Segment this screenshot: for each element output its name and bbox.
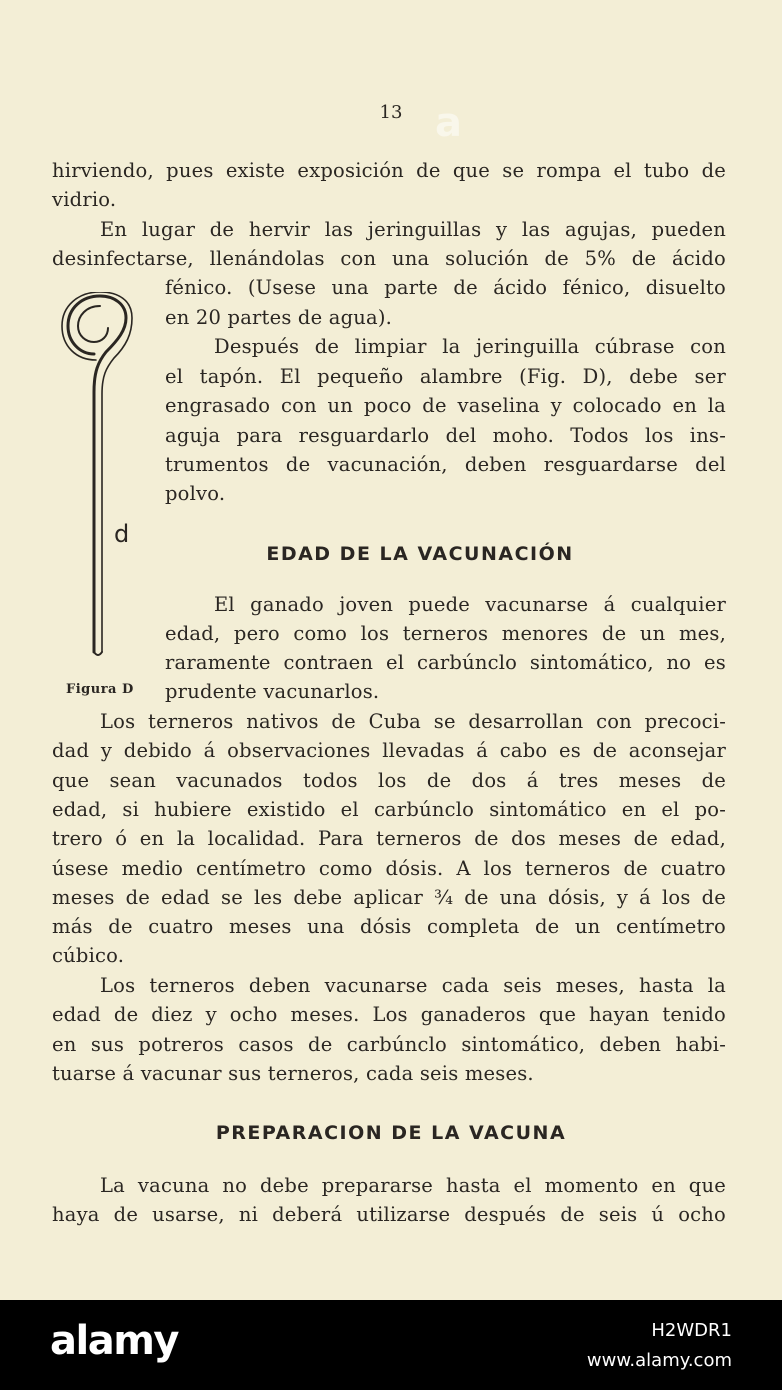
text-line: Los terneros nativos de Cuba se desarrollan con precoci- xyxy=(100,710,726,733)
text-line: engrasado con un poco de vaselina y colocado en la xyxy=(165,394,726,417)
stock-logo: alamy xyxy=(50,1318,178,1364)
text-line: dad y debido á observaciones llevadas á cabo es de aconsejar xyxy=(52,739,726,762)
text-line: vidrio. xyxy=(52,188,117,211)
wire-illustration xyxy=(60,292,140,662)
text-line: edad, pero como los terneros menores de un mes, xyxy=(165,622,726,645)
text-line: prudente vacunarlos. xyxy=(165,680,380,703)
text-line: que sean vacunados todos los de dos á tres meses de xyxy=(52,769,726,792)
text-line: úsese medio centímetro como dósis. A los terneros de cuatro xyxy=(52,857,726,880)
text-line: más de cuatro meses una dósis completa de un centímetro xyxy=(52,915,726,938)
text-line: desinfectarse, llenándolas con una solución de 5% de ácido xyxy=(52,247,726,270)
text-line: trero ó en la localidad. Para terneros de dos meses de edad, xyxy=(52,827,726,850)
text-line: trumentos de vacunación, deben resguardarse del xyxy=(165,453,726,476)
watermark-logo: a xyxy=(435,100,462,146)
text-line: Los terneros deben vacunarse cada seis meses, hasta la xyxy=(100,974,726,997)
text-line: edad, si hubiere existido el carbúnclo sintomático en el po- xyxy=(52,798,726,821)
text-line: La vacuna no debe prepararse hasta el momento en que xyxy=(100,1174,726,1197)
text-line: En lugar de hervir las jeringuillas y las agujas, pueden xyxy=(100,218,726,241)
text-line: aguja para resguardarlo del moho. Todos los ins- xyxy=(165,424,726,447)
text-line: Después de limpiar la jeringuilla cúbrase con xyxy=(214,335,726,358)
page-number: 13 xyxy=(379,102,403,123)
text-line: en sus potreros casos de carbúnclo sintomático, deben habi- xyxy=(52,1033,726,1056)
text-line: hirviendo, pues existe exposición de que se rompa el tubo de xyxy=(52,159,726,182)
text-line: cúbico. xyxy=(52,944,125,967)
section-heading: PREPARACION DE LA VACUNA xyxy=(215,1122,567,1144)
text-line: en 20 partes de agua). xyxy=(165,306,393,329)
stock-footer-bar xyxy=(0,1300,782,1390)
stock-url: www.alamy.com xyxy=(586,1350,732,1371)
text-line: fénico. (Usese una parte de ácido fénico, disuelto xyxy=(165,276,726,299)
text-line: El ganado joven puede vacunarse á cualquier xyxy=(214,593,726,616)
section-heading: EDAD DE LA VACUNACIÓN xyxy=(266,543,574,565)
text-line: meses de edad se les debe aplicar ¾ de una dósis, y á los de xyxy=(52,886,726,909)
figure-letter: d xyxy=(114,520,130,548)
text-line: raramente contraen el carbúnclo sintomático, no es xyxy=(165,651,726,674)
text-line: polvo. xyxy=(165,482,226,505)
text-line: tuarse á vacunar sus terneros, cada seis meses. xyxy=(52,1062,534,1085)
figure-caption: Figura D xyxy=(66,682,134,697)
text-line: haya de usarse, ni deberá utilizarse después de seis ú ocho xyxy=(52,1203,726,1226)
image-id: H2WDR1 xyxy=(651,1320,732,1341)
text-line: el tapón. El pequeño alambre (Fig. D), debe ser xyxy=(165,365,726,388)
text-line: edad de diez y ocho meses. Los ganaderos que hayan tenido xyxy=(52,1003,726,1026)
